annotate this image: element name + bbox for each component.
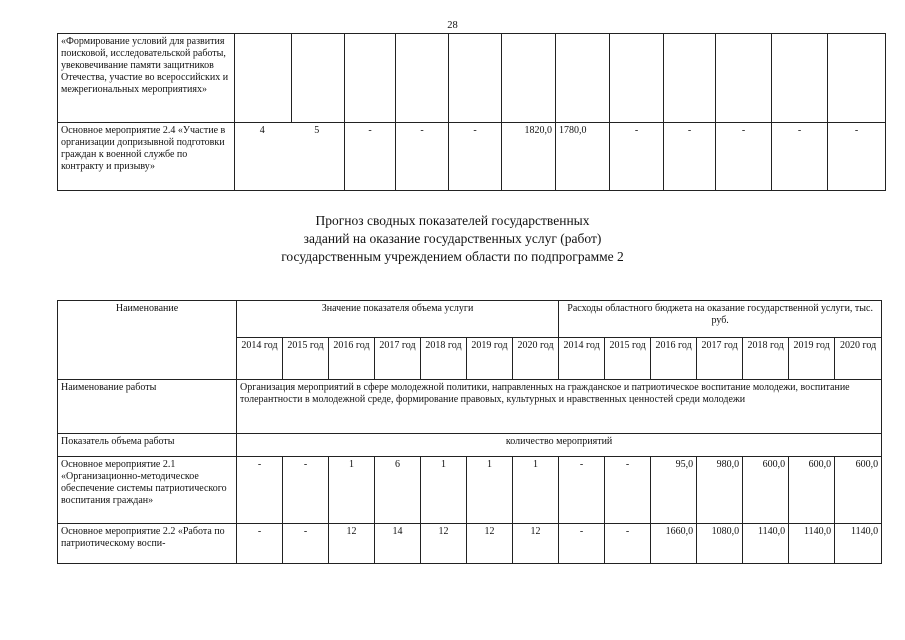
table-cell <box>235 34 292 123</box>
year-header: 2019 год <box>789 338 835 380</box>
indicator-label: Показатель объема работы <box>58 434 237 457</box>
table-row <box>58 123 886 191</box>
table-cell: 1140,0 <box>789 524 835 564</box>
table-cell: - <box>283 524 329 564</box>
table-cell: 1 <box>467 457 513 524</box>
row-name: Основное мероприятие 2.1 «Организационно-методическое обеспечение системы патриотического воспитания граждан» <box>58 457 237 524</box>
table-cell <box>772 34 828 123</box>
header-row <box>58 301 882 338</box>
title-line: государственным учреждением области по подпрограмме 2 <box>281 249 624 264</box>
table-cell: - <box>610 123 664 191</box>
table-cell <box>664 34 716 123</box>
table-cell: - <box>559 457 605 524</box>
column-header-expenses: Расходы областного бюджета на оказание государственной услуги, тыс. руб. <box>559 301 882 338</box>
table-cell: 12 <box>421 524 467 564</box>
table-cell: 1820,0 <box>502 123 556 191</box>
table-cell: 6 <box>375 457 421 524</box>
row-name: «Формирование условий для развития поисковой, исследовательской работы, увековечивание памяти защитников Отечества, участие во всероссийских и межрегиональных мероприятиях» <box>58 34 235 123</box>
title-line: заданий на оказание государственных услуг (работ) <box>303 231 602 246</box>
year-header: 2014 год <box>559 338 605 380</box>
table-cell <box>396 34 449 123</box>
table-cell: 980,0 <box>697 457 743 524</box>
title-line: Прогноз сводных показателей государственных <box>315 213 590 228</box>
year-header: 2016 год <box>651 338 697 380</box>
top-table <box>57 33 886 191</box>
table-cell <box>716 34 772 123</box>
table-cell: 95,0 <box>651 457 697 524</box>
table-cell: 600,0 <box>789 457 835 524</box>
year-header: 2017 год <box>375 338 421 380</box>
table-cell: - <box>828 123 886 191</box>
table-cell <box>235 123 345 191</box>
table-cell: - <box>772 123 828 191</box>
year-header: 2017 год <box>697 338 743 380</box>
year-header: 2015 год <box>605 338 651 380</box>
page-number: 28 <box>447 20 458 31</box>
row-name: Основное мероприятие 2.2 «Работа по патриотическому воспи- <box>58 524 237 564</box>
main-table <box>57 300 882 564</box>
year-header: 2016 год <box>329 338 375 380</box>
indicator-value: количество мероприятий <box>237 434 882 457</box>
table-cell: 1780,0 <box>556 123 610 191</box>
table-row <box>58 457 882 524</box>
table-cell: - <box>605 457 651 524</box>
indicator-row <box>58 434 882 457</box>
column-header-name: Наименование <box>58 301 237 380</box>
table-row <box>58 524 882 564</box>
table-cell: - <box>449 123 502 191</box>
column-header-volume: Значение показателя объема услуги <box>237 301 559 338</box>
year-header: 2018 год <box>743 338 789 380</box>
section-title <box>0 212 905 266</box>
table-cell: 1 <box>329 457 375 524</box>
table-cell: 1660,0 <box>651 524 697 564</box>
table-cell: - <box>237 457 283 524</box>
year-header: 2014 год <box>237 338 283 380</box>
table-cell <box>502 34 556 123</box>
table-cell: 1140,0 <box>835 524 882 564</box>
table-cell: 12 <box>329 524 375 564</box>
work-row <box>58 380 882 434</box>
year-header: 2019 год <box>467 338 513 380</box>
table-cell <box>610 34 664 123</box>
work-label: Наименование работы <box>58 380 237 434</box>
year-header: 2018 год <box>421 338 467 380</box>
table-cell: 1 <box>421 457 467 524</box>
table-cell: - <box>559 524 605 564</box>
table-cell: 600,0 <box>743 457 789 524</box>
year-header: 2020 год <box>835 338 882 380</box>
year-header: 2015 год <box>283 338 329 380</box>
cell-value: 4 <box>259 125 265 136</box>
table-cell <box>556 34 610 123</box>
table-cell <box>292 34 345 123</box>
table-cell <box>345 34 396 123</box>
table-row <box>58 34 886 123</box>
table-cell: 14 <box>375 524 421 564</box>
table-cell: - <box>605 524 651 564</box>
work-description: Организация мероприятий в сфере молодежной политики, направленных на гражданское и патриотическое воспитание молодежи, воспитание толерантности в молодежной среде, формирование правовых, культурных и нравственных ценностей среди молодежи <box>237 380 882 434</box>
table-cell: 12 <box>513 524 559 564</box>
table-cell: - <box>237 524 283 564</box>
table-cell: 600,0 <box>835 457 882 524</box>
table-cell <box>828 34 886 123</box>
row-name: Основное мероприятие 2.4 «Участие в организации допризывной подготовки граждан к военной службе по контракту и призыву» <box>58 123 235 191</box>
table-cell: - <box>396 123 449 191</box>
table-cell: - <box>345 123 396 191</box>
table-cell: 1140,0 <box>743 524 789 564</box>
table-cell: 1080,0 <box>697 524 743 564</box>
table-cell: 1 <box>513 457 559 524</box>
table-cell: - <box>664 123 716 191</box>
table-cell <box>449 34 502 123</box>
cell-value: 5 <box>314 125 320 136</box>
table-cell: - <box>283 457 329 524</box>
table-cell: 12 <box>467 524 513 564</box>
table-cell: - <box>716 123 772 191</box>
year-header: 2020 год <box>513 338 559 380</box>
